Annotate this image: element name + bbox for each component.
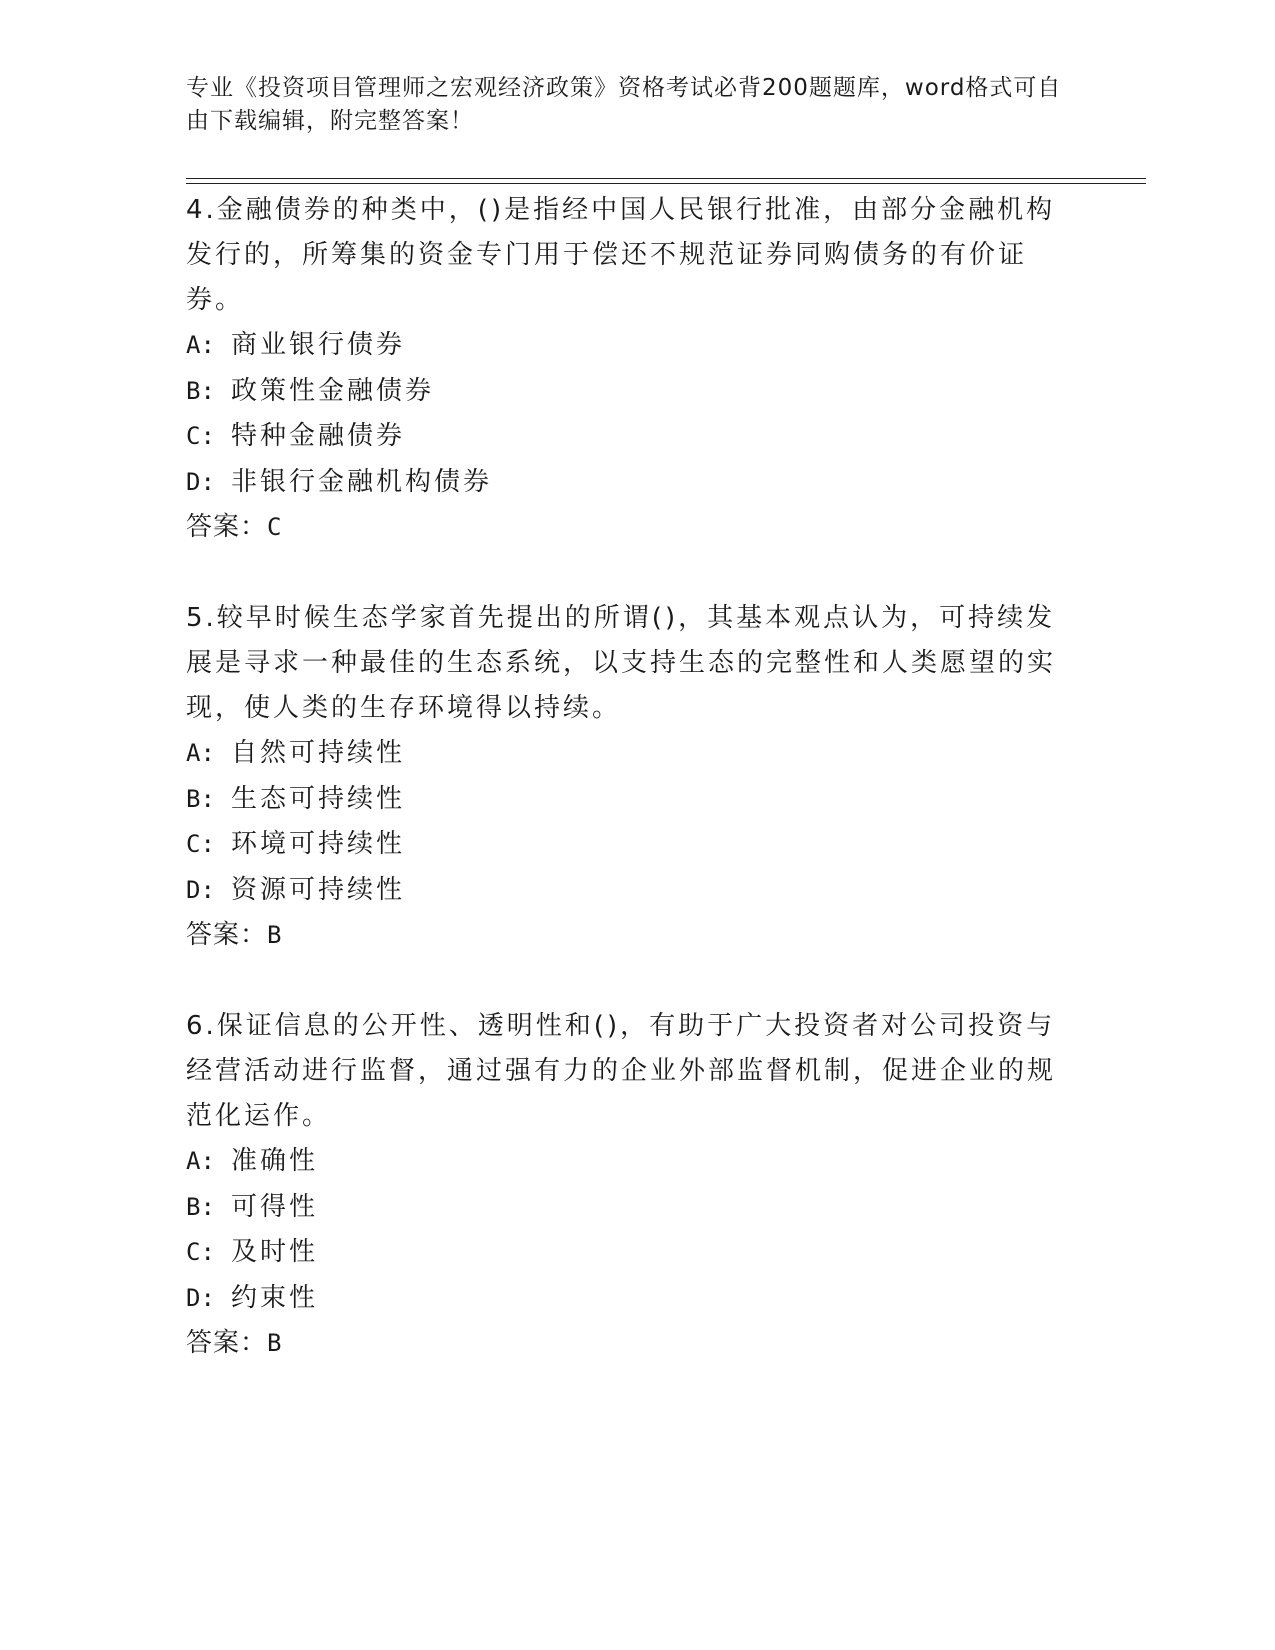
header-divider-top — [186, 178, 1146, 179]
option-d — [186, 460, 1066, 506]
option-text: 政策性金融债券 — [231, 375, 435, 406]
question-4 — [186, 188, 1066, 550]
answer-label: 答案： — [186, 920, 268, 950]
option-key: D: — [186, 875, 215, 904]
option-b — [186, 777, 1066, 823]
option-key: A: — [186, 1147, 215, 1175]
question-stem: 4.金融债券的种类中，()是指经中国人民银行批准，由部分金融机构发行的，所筹集的资金专门用于偿还不规范证券同购债务的有价证券。 — [186, 195, 1056, 315]
option-key: B: — [186, 376, 215, 405]
answer — [186, 505, 1066, 550]
option-text: 非银行金融机构债券 — [231, 466, 493, 497]
option-key: B: — [186, 784, 215, 813]
question-6 — [186, 1004, 1066, 1366]
option-text: 特种金融债券 — [231, 421, 406, 451]
document-header: 专业《投资项目管理师之宏观经济政策》资格考试必背200题题库，word格式可自由下载编辑，附完整答案！ — [186, 75, 1062, 134]
option-text: 商业银行债券 — [231, 330, 406, 360]
option-c — [186, 414, 1066, 460]
option-text: 生态可持续性 — [231, 783, 406, 814]
answer-value: B — [267, 1329, 283, 1357]
option-key: A: — [186, 331, 215, 359]
option-text: 环境可持续性 — [231, 829, 406, 859]
option-text: 资源可持续性 — [231, 874, 406, 905]
option-text: 约束性 — [231, 1282, 319, 1313]
option-key: C: — [186, 1238, 215, 1266]
answer-label: 答案： — [186, 512, 268, 542]
answer — [186, 913, 1066, 958]
option-a — [186, 731, 1066, 777]
option-key: A: — [186, 739, 215, 767]
option-text: 可得性 — [231, 1191, 319, 1222]
option-key: C: — [186, 422, 215, 450]
option-key: C: — [186, 830, 215, 858]
header-divider-bottom — [186, 183, 1146, 184]
answer-value: B — [267, 921, 283, 949]
option-c — [186, 1230, 1066, 1276]
answer-label: 答案： — [186, 1328, 268, 1358]
option-text: 及时性 — [231, 1237, 319, 1267]
option-text: 自然可持续性 — [231, 738, 406, 768]
option-b — [186, 1185, 1066, 1231]
answer-value: C — [267, 513, 283, 541]
option-key: D: — [186, 467, 215, 496]
option-d — [186, 1276, 1066, 1322]
option-a — [186, 323, 1066, 369]
answer — [186, 1321, 1066, 1366]
option-d — [186, 868, 1066, 914]
question-stem: 5.较早时候生态学家首先提出的所谓()，其基本观点认为，可持续发展是寻求一种最佳的生态系统，以支持生态的完整性和人类愿望的实现，使人类的生存环境得以持续。 — [186, 603, 1057, 723]
question-stem: 6.保证信息的公开性、透明性和()，有助于广大投资者对公司投资与经营活动进行监督，通过强有力的企业外部监督机制，促进企业的规范化运作。 — [186, 1011, 1057, 1131]
option-text: 准确性 — [231, 1146, 319, 1176]
option-b — [186, 369, 1066, 415]
option-c — [186, 822, 1066, 868]
option-a — [186, 1139, 1066, 1185]
question-5 — [186, 596, 1066, 958]
option-key: B: — [186, 1192, 215, 1221]
option-key: D: — [186, 1283, 215, 1312]
